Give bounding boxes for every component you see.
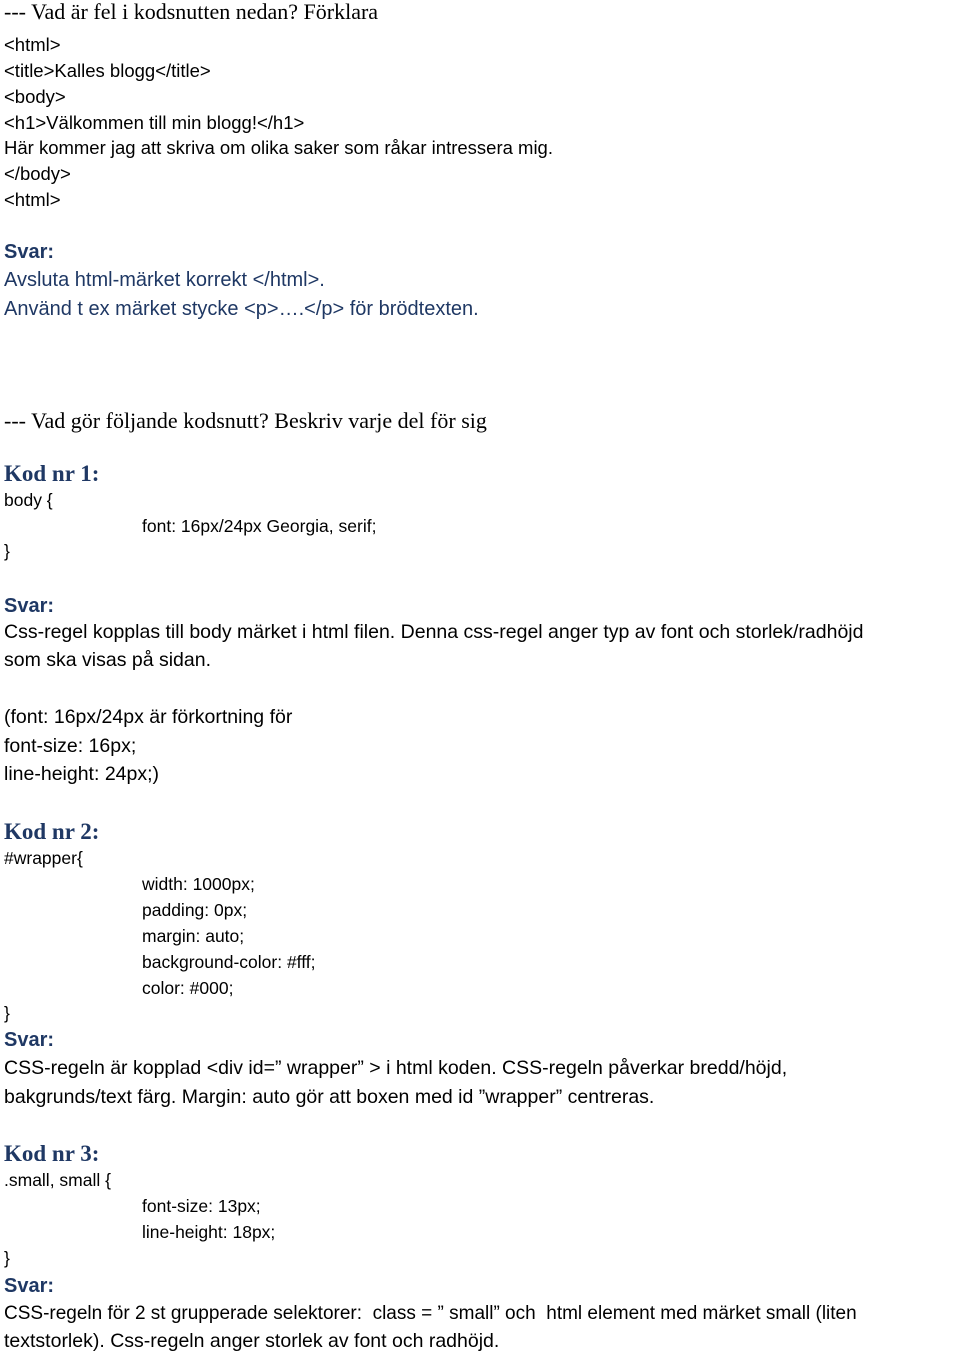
code-close: } <box>4 1003 10 1023</box>
question-2 <box>4 410 487 432</box>
code-property: line-height: 18px; <box>142 1222 276 1242</box>
code-line: <title>Kalles blogg</title> <box>4 60 211 81</box>
svar-label: Svar: <box>4 595 55 617</box>
answer-line: CSS-regeln är kopplad <div id=” wrapper” > i html koden. CSS-regeln påverkar bredd/höjd, <box>4 1057 788 1079</box>
answer-line: som ska visas på sidan. <box>4 649 212 671</box>
code-line: <html> <box>4 34 61 55</box>
code-line: <h1>Välkommen till min blogg!</h1> <box>4 112 305 133</box>
question-2-part1: --- Vad gör följande kodsnutt? <box>4 408 269 433</box>
code-property: padding: 0px; <box>142 900 248 920</box>
code-line: Här kommer jag att skriva om olika saker som råkar intressera mig. <box>4 137 553 158</box>
code-close: } <box>4 1248 10 1268</box>
code-line: <html> <box>4 189 61 210</box>
svar-label: Svar: <box>4 1029 55 1051</box>
answer-line: Avsluta html-märket korrekt </html>. <box>4 269 325 291</box>
svar-label: Svar: <box>4 241 55 263</box>
question-2-part2: Beskriv varje del för sig <box>268 408 487 433</box>
answer-line: CSS-regeln för 2 st grupperade selektorer: class = ” small” och html element med märket small (liten <box>4 1303 857 1324</box>
note-line: (font: 16px/24px är förkortning för <box>4 706 293 728</box>
code-open: #wrapper{ <box>4 848 83 868</box>
answer-line: Css-regel kopplas till body märket i html filen. Denna css-regel anger typ av font och storlek/radhöjd <box>4 621 864 643</box>
code-open: .small, small { <box>4 1170 111 1190</box>
code-property: background-color: #fff; <box>142 952 316 972</box>
answer-line: bakgrunds/text färg. Margin: auto gör att boxen med id ”wrapper” centreras. <box>4 1086 655 1108</box>
kod-2-heading: Kod nr 2: <box>4 819 100 844</box>
code-close: } <box>4 541 10 561</box>
note-line: font-size: 16px; <box>4 735 137 757</box>
answer-line: Använd t ex märket stycke <p>….</p> för brödtexten. <box>4 298 479 320</box>
kod-1-heading: Kod nr 1: <box>4 461 100 486</box>
note-line: line-height: 24px;) <box>4 763 160 785</box>
code-open: body { <box>4 490 53 510</box>
code-line: </body> <box>4 163 71 184</box>
kod-3-heading: Kod nr 3: <box>4 1141 100 1166</box>
svar-label: Svar: <box>4 1275 55 1297</box>
code-property: font-size: 13px; <box>142 1196 261 1216</box>
code-line: <body> <box>4 86 66 107</box>
code-property: margin: auto; <box>142 926 245 946</box>
code-property: font: 16px/24px Georgia, serif; <box>142 516 377 536</box>
code-property: color: #000; <box>142 978 234 998</box>
answer-line: textstorlek). Css-regeln anger storlek av font och radhöjd. <box>4 1330 500 1352</box>
question-1: --- Vad är fel i kodsnutten nedan? Förklara <box>4 0 379 24</box>
code-property: width: 1000px; <box>142 874 255 894</box>
